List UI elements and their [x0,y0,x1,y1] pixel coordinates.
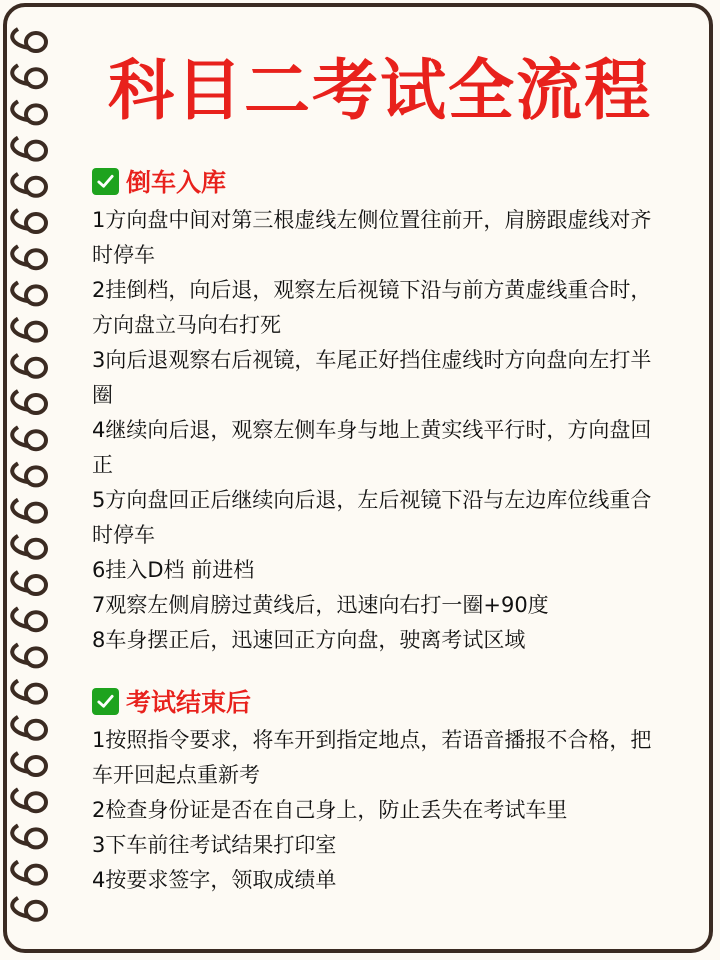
section-reverse-parking [92,163,660,658]
list-item: 2检查身份证是否在自己身上，防止丢失在考试车里 [92,798,568,822]
section-header [92,163,660,199]
list-item: 5方向盘回正后继续向后退，左后视镜下沿与左边库位线重合时停车 [92,488,652,547]
list-item: 3下车前往考试结果打印室 [92,833,337,857]
list-item: 6挂入D档 前进档 [92,558,255,582]
check-mark-icon [92,168,119,195]
page-title: 科目二考试全流程 [108,52,652,129]
section-title: 倒车入库 [126,168,227,197]
list-item: 1方向盘中间对第三根虚线左侧位置往前开，肩膀跟虚线对齐时停车 [92,208,652,267]
check-mark-icon [92,688,119,715]
list-item: 8车身摆正后，迅速回正方向盘，驶离考试区域 [92,628,526,652]
list-item: 2挂倒档，向后退，观察左后视镜下沿与前方黄虚线重合时，方向盘立马向右打死 [92,278,652,337]
list-item: 4按要求签字，领取成绩单 [92,868,337,892]
step-list [92,203,660,658]
list-item: 4继续向后退，观察左侧车身与地上黄实线平行时，方向盘回正 [92,418,652,477]
section-after-exam [92,683,660,898]
spiral-binding [0,0,60,960]
section-header [92,683,660,719]
list-item: 3向后退观察右后视镜，车尾正好挡住虚线时方向盘向左打半圈 [92,348,652,407]
list-item: 1按照指令要求，将车开到指定地点，若语音播报不合格，把车开回起点重新考 [92,728,652,787]
section-title: 考试结束后 [126,688,252,717]
list-item: 7观察左侧肩膀过黄线后，迅速向右打一圈+90度 [92,593,549,617]
step-list [92,723,660,898]
